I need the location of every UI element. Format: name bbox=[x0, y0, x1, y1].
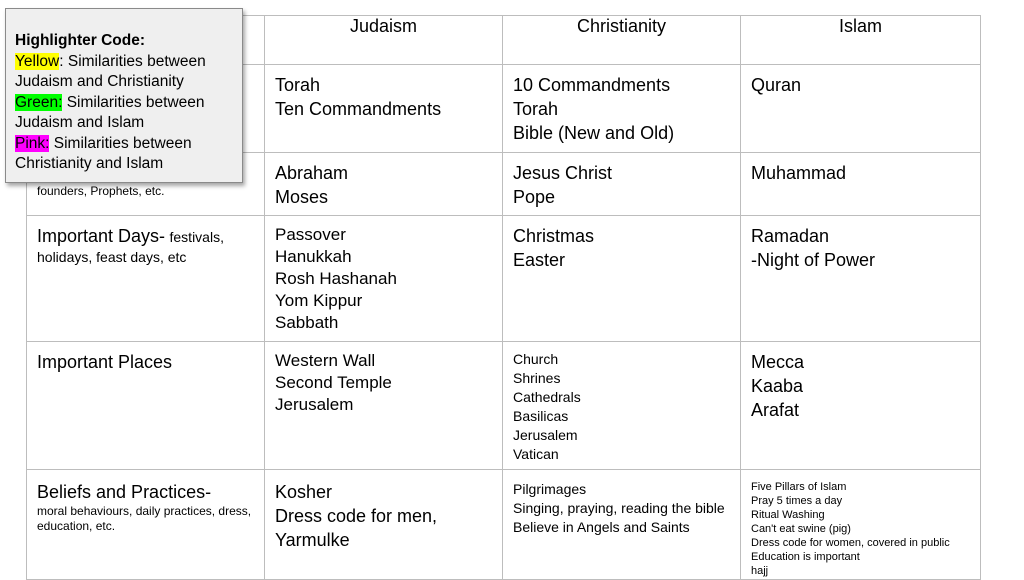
list-item: Yom Kippur bbox=[275, 291, 363, 310]
days-judaism bbox=[265, 216, 503, 342]
legend-pink-entry bbox=[15, 134, 242, 155]
list-item: Jesus Christ bbox=[513, 163, 613, 183]
row-beliefs-practices bbox=[27, 470, 981, 580]
legend-green-text: Similarities between bbox=[62, 93, 205, 111]
list-item: Pope bbox=[513, 187, 556, 207]
list-item: Kosher bbox=[275, 482, 333, 502]
list-item: Torah bbox=[513, 99, 559, 119]
list-item: Christmas bbox=[513, 226, 595, 246]
list-item: Education is important bbox=[751, 551, 860, 563]
leaders-christianity bbox=[503, 153, 741, 216]
legend-green-text2: Judaism and Islam bbox=[15, 114, 145, 131]
list-item: Believe in Angels and Saints bbox=[513, 519, 690, 535]
row-label-main: Beliefs and Practices- bbox=[37, 482, 212, 502]
legend-pink-label: Pink: bbox=[15, 134, 50, 152]
list-item: Pilgrimages bbox=[513, 481, 587, 497]
list-item: Dress code for men, Yarmulke bbox=[275, 506, 438, 550]
list-item: Cathedrals bbox=[513, 389, 581, 405]
places-christianity bbox=[503, 342, 741, 470]
list-item: Quran bbox=[751, 75, 802, 95]
list-item: Jerusalem bbox=[275, 395, 354, 414]
texts-christianity bbox=[503, 65, 741, 153]
legend-yellow-entry bbox=[15, 52, 242, 73]
places-judaism bbox=[265, 342, 503, 470]
list-item: 10 Commandments bbox=[513, 75, 671, 95]
leaders-islam bbox=[741, 153, 981, 216]
list-item: Shrines bbox=[513, 370, 561, 386]
list-item: Ten Commandments bbox=[275, 99, 442, 119]
header-islam: Islam bbox=[741, 16, 981, 65]
list-item: Five Pillars of Islam bbox=[751, 481, 847, 493]
list-item: Torah bbox=[275, 75, 321, 95]
leaders-judaism bbox=[265, 153, 503, 216]
row-label-main: Important Places bbox=[37, 352, 173, 372]
list-item: Rosh Hashanah bbox=[275, 269, 397, 288]
list-item: Mecca bbox=[751, 352, 805, 372]
legend-title: Highlighter Code: bbox=[15, 32, 146, 49]
legend-yellow-text2: Judaism and Christianity bbox=[15, 73, 184, 90]
list-item: Abraham bbox=[275, 163, 349, 183]
places-islam bbox=[741, 342, 981, 470]
list-item: Basilicas bbox=[513, 408, 569, 424]
header-judaism: Judaism bbox=[265, 16, 503, 65]
beliefs-judaism bbox=[265, 470, 503, 580]
row-label-beliefs bbox=[27, 470, 265, 580]
days-christianity bbox=[503, 216, 741, 342]
days-islam bbox=[741, 216, 981, 342]
list-item: Kaaba bbox=[751, 376, 804, 396]
list-item: Jerusalem bbox=[513, 427, 578, 443]
texts-islam bbox=[741, 65, 981, 153]
list-item: hajj bbox=[751, 565, 769, 577]
list-item: Ramadan bbox=[751, 226, 830, 246]
row-important-days bbox=[27, 216, 981, 342]
list-item: Second Temple bbox=[275, 373, 392, 392]
row-label-sub-inline: festivals, bbox=[169, 229, 224, 245]
row-important-places bbox=[27, 342, 981, 470]
row-label-days bbox=[27, 216, 265, 342]
list-item: Arafat bbox=[751, 400, 800, 420]
list-item: Western Wall bbox=[275, 351, 376, 370]
legend-green-label: Green: bbox=[15, 93, 63, 111]
beliefs-islam bbox=[741, 470, 981, 580]
legend-pink-text2: Christianity and Islam bbox=[15, 155, 164, 172]
texts-judaism bbox=[265, 65, 503, 153]
row-label-main: Important Days- bbox=[37, 226, 166, 246]
list-item: Bible (New and Old) bbox=[513, 123, 675, 143]
legend-pink-text: Similarities between bbox=[49, 134, 192, 152]
list-item: Vatican bbox=[513, 446, 559, 462]
list-item: Muhammad bbox=[751, 163, 847, 183]
list-item: -Night of Power bbox=[751, 250, 876, 270]
row-label-sub: moral behaviours, daily practices, dress, education, etc. bbox=[37, 504, 252, 533]
beliefs-christianity bbox=[503, 470, 741, 580]
list-item: Singing, praying, reading the bible bbox=[513, 500, 725, 516]
list-item: Can't eat swine (pig) bbox=[751, 523, 851, 535]
list-item: Pray 5 times a day bbox=[751, 495, 843, 507]
list-item: Hanukkah bbox=[275, 247, 352, 266]
row-label-text: founders, Prophets, etc. bbox=[37, 184, 165, 198]
highlighter-legend bbox=[5, 8, 243, 183]
list-item: Easter bbox=[513, 250, 566, 270]
list-item: Dress code for women, covered in public bbox=[751, 537, 950, 549]
row-label-sub: holidays, feast days, etc bbox=[37, 249, 187, 265]
legend-green-entry bbox=[15, 93, 242, 114]
legend-yellow-label: Yellow bbox=[15, 52, 60, 70]
list-item: Moses bbox=[275, 187, 329, 207]
list-item: Passover bbox=[275, 225, 346, 244]
list-item: Ritual Washing bbox=[751, 509, 825, 521]
legend-yellow-text: : Similarities between bbox=[59, 52, 206, 70]
header-christianity: Christianity bbox=[503, 16, 741, 65]
list-item: Sabbath bbox=[275, 313, 339, 332]
row-label-places bbox=[27, 342, 265, 470]
list-item: Church bbox=[513, 351, 559, 367]
